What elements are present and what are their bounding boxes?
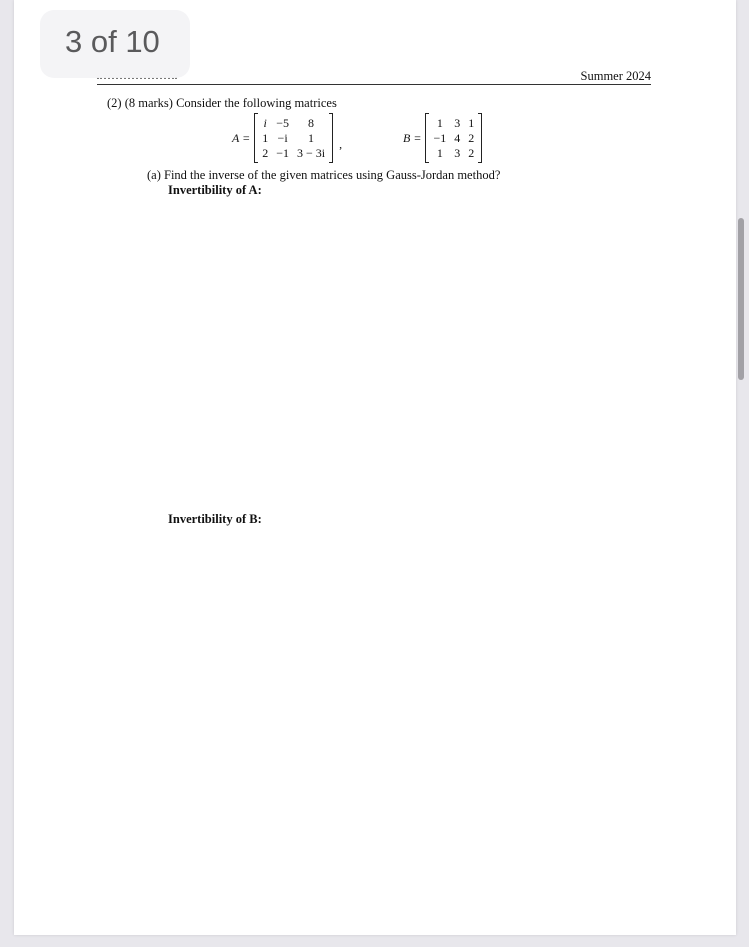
cell: 1 (262, 130, 269, 145)
cell: 3 − 3i (297, 145, 326, 160)
page-indicator-badge (40, 10, 190, 78)
header-term: Summer 2024 (580, 69, 651, 83)
scrollbar-thumb[interactable] (738, 218, 744, 380)
matrix-b-table (429, 116, 478, 161)
matrix-a-table (258, 116, 329, 161)
part-a-text: (a) Find the inverse of the given matrices using Gauss-Jordan method? (147, 168, 501, 182)
separator: , (339, 136, 343, 151)
matrix-a (232, 113, 342, 163)
cell: 3 (454, 145, 461, 160)
invertibility-a-heading: Invertibility of A: (168, 183, 262, 197)
cell: −1 (433, 130, 447, 145)
matrix-a-label: A = (232, 130, 251, 145)
cell: 8 (308, 115, 315, 130)
header-rule (97, 84, 651, 85)
matrix-b-label: B = (403, 130, 422, 145)
document-page (14, 0, 736, 935)
question-intro: (2) (8 marks) Consider the following matrices (107, 96, 337, 110)
cell: 1 (436, 115, 443, 130)
cell: 1 (436, 145, 443, 160)
right-bracket (329, 113, 333, 163)
cell: −1 (276, 145, 289, 160)
cell: i (263, 115, 267, 130)
invertibility-b-heading: Invertibility of B: (168, 512, 262, 526)
page-indicator: 3 of 10 (65, 24, 160, 59)
cell: −5 (276, 115, 289, 130)
cell: −i (277, 130, 288, 145)
cell: 3 (454, 115, 461, 130)
cell: 4 (454, 130, 461, 145)
cell: 1 (308, 130, 315, 145)
cell: 2 (262, 145, 269, 160)
cell: 1 (468, 115, 475, 130)
matrix-b (403, 113, 482, 163)
right-bracket (478, 113, 482, 163)
cell: 2 (468, 130, 475, 145)
cell: 2 (468, 145, 475, 160)
